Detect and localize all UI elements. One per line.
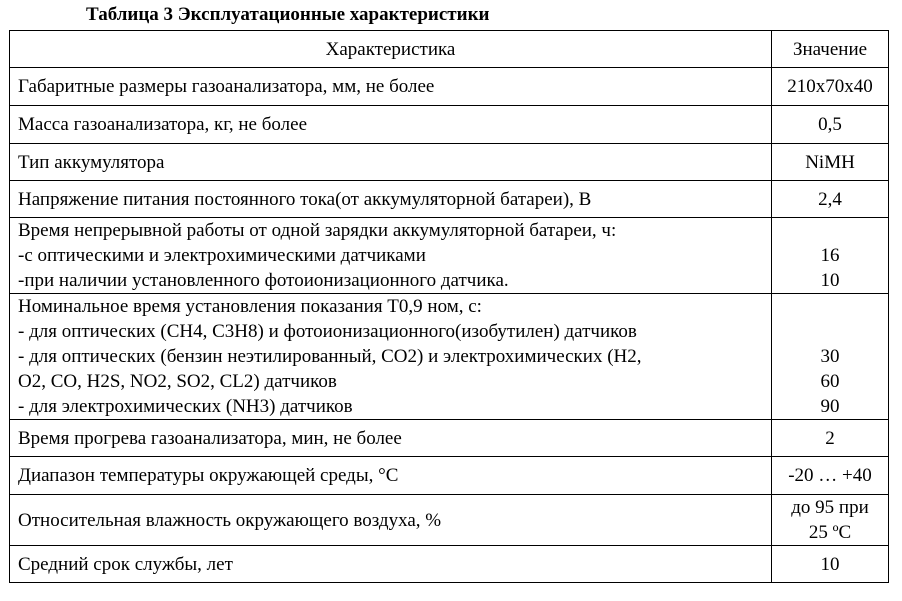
row-value-line: 60 xyxy=(820,371,840,392)
row-value: NiMH xyxy=(772,144,889,181)
table-row xyxy=(10,106,889,144)
header-value: Значение xyxy=(772,31,889,68)
table-row xyxy=(10,457,889,495)
table-row xyxy=(10,495,889,546)
row-label: Напряжение питания постоянного тока(от аккумуляторной батареи), В xyxy=(10,181,772,218)
row-value-line: 16 xyxy=(820,245,840,266)
row-label-line: - для электрохимических (NH3) датчиков xyxy=(18,396,353,417)
table-row xyxy=(10,218,889,294)
row-label-line: Номинальное время установления показания Т0,9 ном, с: xyxy=(18,296,482,317)
row-value xyxy=(772,218,889,294)
header-characteristic: Характеристика xyxy=(10,31,772,68)
row-value-line: до 95 при xyxy=(791,497,869,518)
table-row xyxy=(10,181,889,218)
row-label-line: Время непрерывной работы от одной зарядки аккумуляторной батареи, ч: xyxy=(18,220,617,241)
row-label: Масса газоанализатора, кг, не более xyxy=(10,106,772,144)
row-label-line: О2, СО, Н2S, NO2, SO2, CL2) датчиков xyxy=(18,371,337,392)
row-label: Диапазон температуры окружающей среды, °С xyxy=(10,457,772,495)
row-value-line: 25 ºС xyxy=(808,522,852,543)
row-value: 2 xyxy=(772,420,889,457)
characteristics-table xyxy=(9,30,889,583)
table-row xyxy=(10,294,889,420)
table-row xyxy=(10,420,889,457)
row-value-line: 30 xyxy=(820,346,840,367)
row-value xyxy=(772,294,889,420)
row-value-line: 10 xyxy=(820,270,840,291)
row-label: Относительная влажность окружающего воздуха, % xyxy=(10,495,772,546)
row-value xyxy=(772,495,889,546)
row-label-line: -при наличии установленного фотоионизационного датчика. xyxy=(18,270,509,291)
row-label: Время прогрева газоанализатора, мин, не более xyxy=(10,420,772,457)
row-value-line: 90 xyxy=(820,396,840,417)
table-header-row xyxy=(10,31,889,68)
row-label xyxy=(10,218,772,294)
row-value: -20 … +40 xyxy=(772,457,889,495)
row-label-line: -с оптическими и электрохимическими датчиками xyxy=(18,245,426,266)
table-title: Таблица 3 Эксплуатационные характеристики xyxy=(86,4,490,25)
row-value: 10 xyxy=(772,546,889,583)
table-row xyxy=(10,546,889,583)
row-label: Габаритные размеры газоанализатора, мм, не более xyxy=(10,68,772,106)
row-value: 2,4 xyxy=(772,181,889,218)
row-value: 0,5 xyxy=(772,106,889,144)
row-label-line: - для оптических (бензин неэтилированный, СО2) и электрохимических (Н2, xyxy=(18,346,642,367)
row-value: 210х70х40 xyxy=(772,68,889,106)
row-label xyxy=(10,294,772,420)
table-row xyxy=(10,144,889,181)
table-row xyxy=(10,68,889,106)
row-label-line: - для оптических (СН4, С3Н8) и фотоионизационного(изобутилен) датчиков xyxy=(18,321,637,342)
row-label: Тип аккумулятора xyxy=(10,144,772,181)
row-label: Средний срок службы, лет xyxy=(10,546,772,583)
